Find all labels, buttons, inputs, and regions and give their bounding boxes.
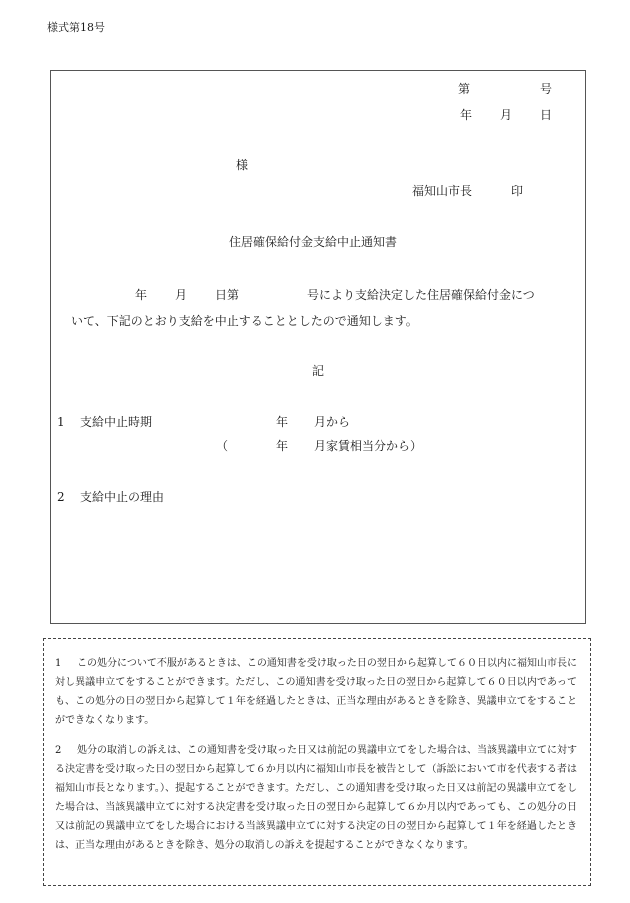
note-1-text: この処分について不服があるときは、この通知書を受け取った日の翌日から起算して６０日以内に福知山市長に対し異議申立てをすることができます。ただし、この通知書を受け取った日の翌日から起算して６０日以内であっても、この処分の日の翌日から起算して１年を経過したときは、正当な理由があるときを除き、異議申立てをすることができなくなります。 [55, 658, 577, 726]
item-1-year-label: 年 [276, 415, 289, 429]
notice-frame [50, 70, 586, 624]
body-month-label: 月 [175, 288, 188, 302]
note-1-number: 1 [55, 658, 62, 669]
note-2 [55, 741, 577, 855]
item-2-label: 支給中止の理由 [80, 490, 165, 504]
item-1-month-from: 月から [314, 415, 351, 429]
item-2-number: 2 [57, 490, 65, 504]
item-1-paren-year: 年 [276, 439, 289, 453]
addressee-honorific: 様 [236, 158, 249, 172]
form-number: 様式第18号 [47, 21, 105, 34]
issue-number-prefix: 第 [458, 82, 471, 96]
item-1-paren-open: （ [216, 439, 229, 453]
ki-heading: 記 [312, 364, 325, 378]
date-day-label: 日 [540, 108, 553, 122]
body-day-number-label: 日第 [215, 288, 240, 302]
body-year-label: 年 [135, 288, 148, 302]
item-1-label: 支給中止時期 [80, 415, 153, 429]
document-title: 住居確保給付金支給中止通知書 [229, 235, 398, 249]
body-line1-rest: 号により支給決定した住居確保給付金につ [307, 288, 535, 302]
note-2-text: 処分の取消しの訴えは、この通知書を受け取った日又は前記の異議申立てをした場合は、当該異議申立てに対する決定書を受け取った日の翌日から起算して６か月以内に福知山市長を被告として（訴訟において市を代表する者は福知山市長となります。）、提起することができます。ただし、この通知書を受け取った日又は前記の異議申立てをした場合は、当該異議申立てに対する決定書を受け取った日の翌日から起算して６か月以内であっても、この処分の日又は前記の異議申立てをした場合における当該異議申立てに対する決定の日の翌日から起算して１年を経過したときは、正当な理由があるときを除き、処分の取消しの訴えを提起することができなくなります。 [55, 745, 577, 851]
seal-mark: 印 [511, 184, 524, 198]
date-month-label: 月 [500, 108, 513, 122]
note-1 [55, 654, 577, 730]
body-line2: いて、下記のとおり支給を中止することとしたので通知します。 [71, 314, 418, 328]
issuer-name: 福知山市長 [412, 184, 473, 198]
item-1-paren-rest: 月家賃相当分から） [314, 439, 423, 453]
item-1-number: 1 [57, 415, 65, 429]
date-year-label: 年 [460, 108, 473, 122]
issue-number-suffix: 号 [540, 82, 553, 96]
note-2-number: 2 [55, 745, 62, 756]
